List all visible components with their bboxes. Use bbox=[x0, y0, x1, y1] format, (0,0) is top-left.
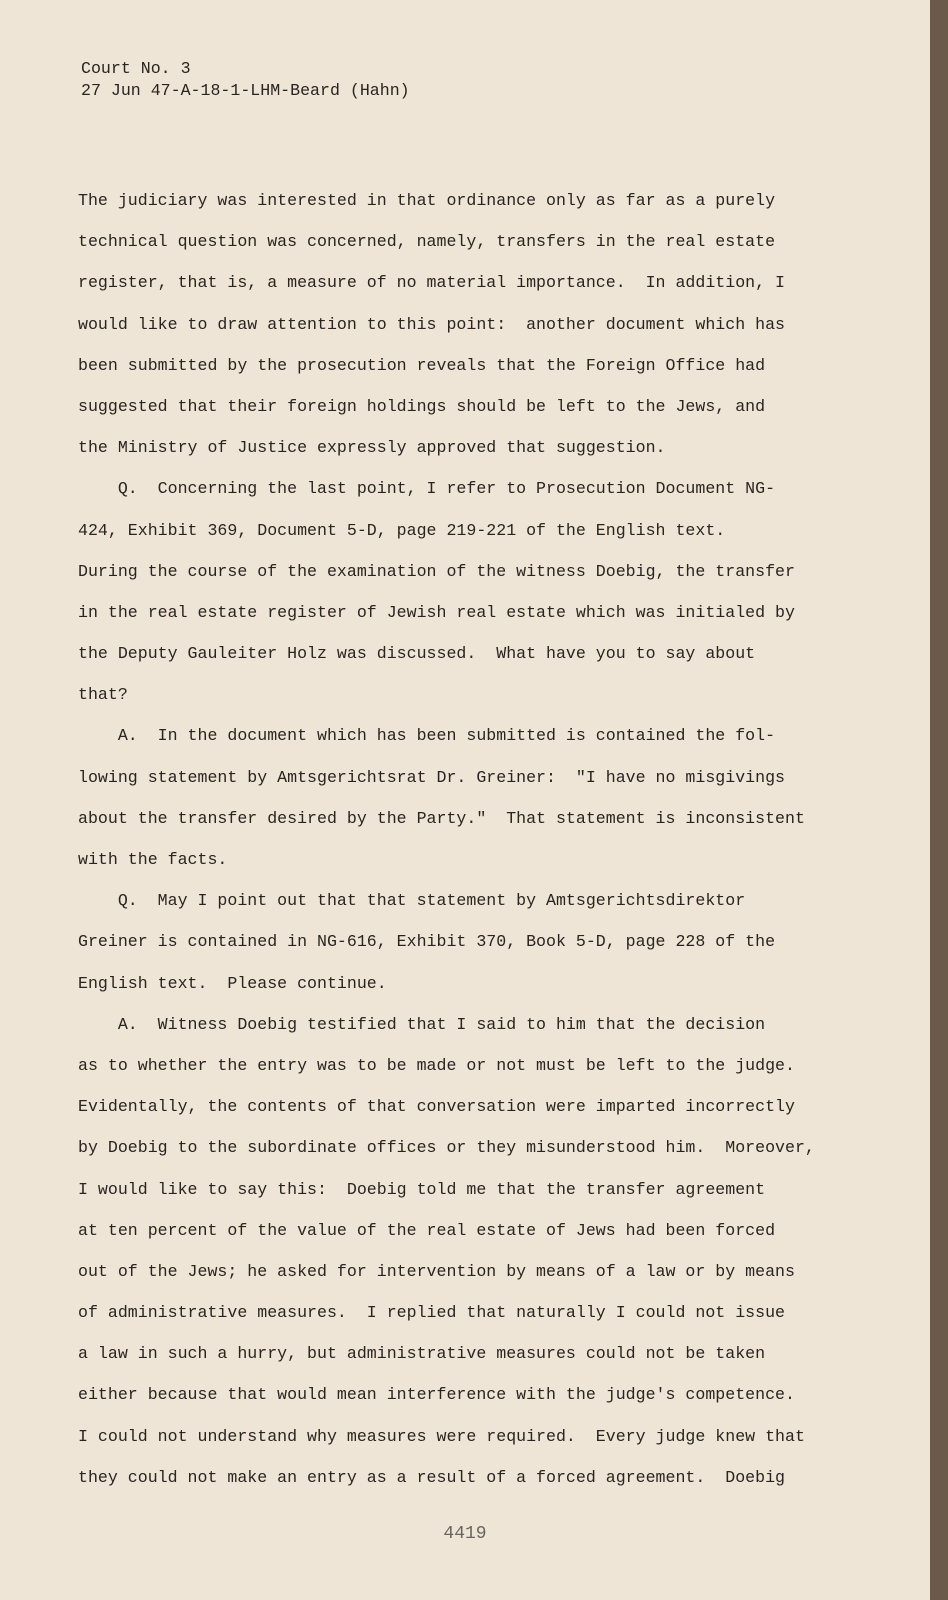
text-line: that? bbox=[78, 685, 128, 705]
text-line: out of the Jews; he asked for intervention by means of a law or by means bbox=[78, 1261, 795, 1281]
text-line: as to whether the entry was to be made or not must be left to the judge. bbox=[78, 1055, 795, 1075]
document-header bbox=[81, 58, 410, 102]
text-line: The judiciary was interested in that ordinance only as far as a purely bbox=[78, 191, 776, 210]
text-line: they could not make an entry as a result of a forced agreement. Doebig bbox=[78, 1467, 786, 1487]
text-line: register, that is, a measure of no material importance. In addition, I bbox=[78, 273, 786, 293]
text-line: technical question was concerned, namely, transfers in the real estate bbox=[78, 232, 776, 252]
text-line: 424, Exhibit 369, Document 5-D, page 219-221 of the English text. bbox=[78, 520, 726, 540]
text-line: the Deputy Gauleiter Holz was discussed. What have you to say about bbox=[78, 644, 756, 664]
session-reference: 27 Jun 47-A-18-1-LHM-Beard (Hahn) bbox=[81, 81, 410, 100]
text-line: of administrative measures. I replied that naturally I could not issue bbox=[78, 1303, 786, 1323]
text-line: Q. May I point out that that statement by Amtsgerichtsdirektor bbox=[78, 891, 746, 911]
text-line: about the transfer desired by the Party." That statement is inconsistent bbox=[78, 808, 805, 828]
text-line: would like to draw attention to this point: another document which has bbox=[78, 314, 786, 334]
text-line: been submitted by the prosecution reveals that the Foreign Office had bbox=[78, 355, 766, 375]
text-line: at ten percent of the value of the real estate of Jews had been forced bbox=[78, 1220, 776, 1240]
text-line: by Doebig to the subordinate offices or they misunderstood him. Moreover, bbox=[78, 1138, 815, 1158]
text-line: in the real estate register of Jewish real estate which was initialed by bbox=[78, 602, 795, 622]
text-line: I could not understand why measures were required. Every judge knew that bbox=[78, 1426, 805, 1446]
text-line: either because that would mean interference with the judge's competence. bbox=[78, 1385, 795, 1405]
text-line: I would like to say this: Doebig told me that the transfer agreement bbox=[78, 1179, 766, 1199]
page-number: 4419 bbox=[443, 1524, 487, 1544]
transcript-body bbox=[78, 180, 830, 1498]
text-line: suggested that their foreign holdings should be left to the Jews, and bbox=[78, 396, 766, 416]
text-line: During the course of the examination of the witness Doebig, the transfer bbox=[78, 561, 795, 581]
text-line: lowing statement by Amtsgerichtsrat Dr. Greiner: "I have no misgivings bbox=[78, 767, 786, 787]
text-line: the Ministry of Justice expressly approved that suggestion. bbox=[78, 438, 666, 458]
text-line: Greiner is contained in NG-616, Exhibit 370, Book 5-D, page 228 of the bbox=[78, 932, 776, 952]
text-line: Evidentally, the contents of that conversation were imparted incorrectly bbox=[78, 1097, 795, 1117]
text-line: A. Witness Doebig testified that I said to him that the decision bbox=[78, 1014, 766, 1034]
text-line: a law in such a hurry, but administrative measures could not be taken bbox=[78, 1344, 766, 1364]
text-line: English text. Please continue. bbox=[78, 973, 387, 993]
court-number: Court No. 3 bbox=[81, 59, 191, 78]
text-line: with the facts. bbox=[78, 850, 228, 869]
text-line: Q. Concerning the last point, I refer to Prosecution Document NG- bbox=[78, 479, 776, 499]
text-line: A. In the document which has been submitted is contained the fol- bbox=[78, 726, 776, 746]
